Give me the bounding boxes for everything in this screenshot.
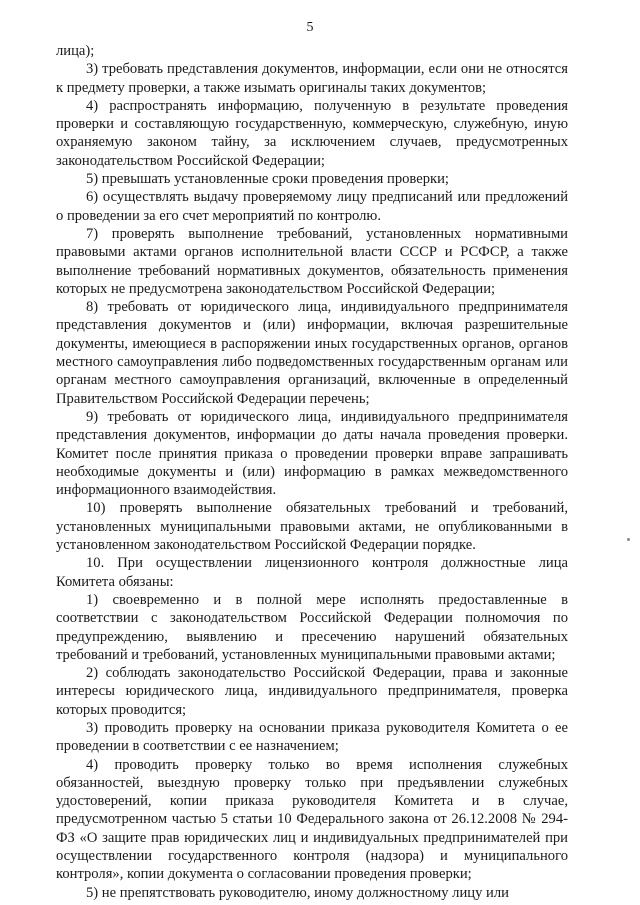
scan-speck [627, 538, 630, 541]
paragraph-item-3: 3) требовать представления документов, информации, если они не относятся к предмету проверки, а также изымать оригиналы таких документов; [56, 61, 568, 96]
duty-item-1: 1) своевременно и в полной мере исполнять предоставленные в соответствии с законодательством Российской Федерации полномочия по предупреждению, выявлению и пресечению нарушений обязательных требований и требований, установленных муниципальными правовыми актами; [56, 591, 568, 663]
page-number: 5 [306, 20, 314, 35]
paragraph-item-6: 6) осуществлять выдачу проверяемому лицу предписаний или предложений о проведении за его счет мероприятий по контролю. [56, 189, 568, 224]
duty-item-3: 3) проводить проверку на основании приказа руководителя Комитета о ее проведении в соответствии с ее назначением; [56, 719, 568, 755]
section-10-heading: 10. При осуществлении лицензионного контроля должностные лица Комитета обязаны: [56, 555, 568, 590]
paragraph-item-8: 8) требовать от юридического лица, индивидуального предпринимателя представления документов и (или) информации, включая разрешительные документы, имеющиеся в распоряжении иных государственных органов, органов местного самоуправления либо подведомственных государственным органам или органам местного самоуправления организаций, включенные в определенный Правительством Российской Федерации перечень; [56, 299, 568, 407]
paragraph-item-9: 9) требовать от юридического лица, индивидуального предпринимателя представления документов, информации до даты начала проведения проверки. Комитет после принятия приказа о проведении проверки вправе запрашивать необходимые документы и (или) информацию в рамках межведомственного информационного взаимодействия. [56, 408, 568, 499]
document-body [56, 42, 568, 902]
paragraph-item-4: 4) распространять информацию, полученную в результате проведения проверки и составляющую государственную, коммерческую, служебную, иную охраняемую законом тайну, за исключением случаев, предусмотренных законодательством Российской Федерации; [56, 97, 568, 169]
duty-item-4: 4) проводить проверку только во время исполнения служебных обязанностей, выездную проверку только при предъявлении служебных удостоверений, копии приказа руководителя Комитета и в случае, предусмотренном частью 5 статьи 10 Федерального закона от 26.12.2008 № 294-ФЗ «О защите прав юридических лиц и индивидуальных предпринимателей при осуществлении государственного контроля (надзора) и муниципального контроля», копии документа о согласовании проведения проверки; [56, 756, 568, 883]
duty-item-5: 5) не препятствовать руководителю, иному должностному лицу или [86, 884, 509, 901]
paragraph-continuation: лица); [56, 43, 95, 59]
paragraph-item-10: 10) проверять выполнение обязательных требований и требований, установленных муниципальными правовыми актами, не опубликованными в установленном законодательством Российской Федерации порядке. [56, 500, 568, 554]
paragraph-item-5: 5) превышать установленные сроки проведения проверки; [86, 171, 449, 188]
paragraph-item-7: 7) проверять выполнение требований, установленных нормативными правовыми актами органов исполнительной власти СССР и РСФСР, а также выполнение требований нормативных документов, обязательность применения которых не предусмотрена законодательством Российской Федерации; [56, 225, 568, 297]
duty-item-2: 2) соблюдать законодательство Российской Федерации, права и законные интересы юридического лица, индивидуального предпринимателя, проверка которых проводится; [56, 665, 568, 718]
